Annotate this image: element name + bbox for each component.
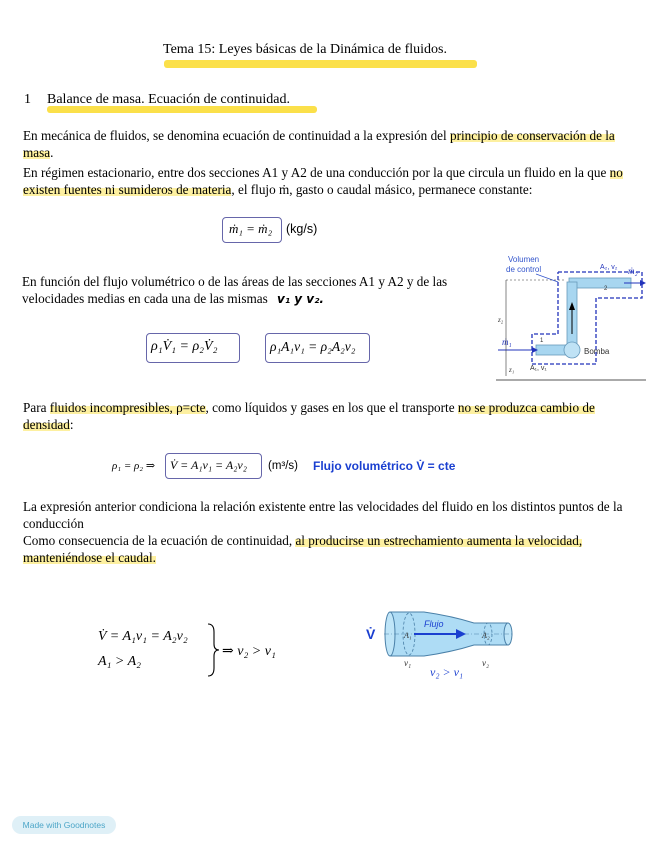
paragraph-incompressible: [23, 399, 618, 433]
section-number: 1: [24, 92, 31, 107]
volumetric-flow-label: Flujo volumétrico V̇ = cte: [313, 459, 456, 473]
diagram1-pump-label: Bomba: [584, 347, 610, 356]
diagram1-n1: 1: [540, 338, 544, 344]
diagram2-v1: v₁: [404, 658, 412, 668]
title-highlight: [164, 60, 477, 68]
diagram1-outlet-label: A₂, v₂: [600, 264, 618, 271]
section-heading: Balance de masa. Ecuación de continuidad.: [47, 92, 290, 107]
diagram2-a2: A₂: [482, 631, 490, 640]
control-volume-diagram: [496, 252, 648, 384]
diagram1-m2: ṁ₂: [628, 266, 638, 276]
volumetric-equation-right: ρ₁A₁v₁ = ρ₂A₂v₂: [270, 339, 356, 354]
final-equation-result: ⇒ v₂ > v₁: [222, 644, 276, 659]
narrowing-pipe-diagram: [362, 606, 532, 682]
p4-end: :: [69, 417, 74, 432]
p4-text: Para: [23, 400, 50, 415]
diagram2-a1: A₁: [404, 631, 412, 640]
p2-end: , el flujo ṁ, gasto o caudal másico, permanece constante:: [231, 182, 533, 197]
paragraph-continuity-definition: [23, 127, 633, 161]
paragraph-velocity-relation: [23, 498, 633, 566]
mass-flow-equation: ṁ₁ = ṁ₂: [229, 221, 273, 236]
p5-highlight: al producirse un estrechamiento aumenta la velocidad, manteniéndose el caudal.: [23, 533, 583, 565]
incompressible-equation: V̇ = A₁v₁ = A₂v₂: [170, 458, 247, 472]
diagram1-n2: 2: [604, 286, 608, 292]
diagram1-z1: z₁: [509, 366, 515, 374]
incompressible-units: (m³/s): [268, 460, 299, 472]
final-equation-line2: A₁ > A₂: [98, 654, 142, 669]
p5-line2: [23, 532, 633, 566]
p1-text: En mecánica de fluidos, se denomina ecuación de continuidad a la expresión del: [23, 128, 450, 143]
brace: [206, 622, 220, 678]
paragraph-steady-state: [23, 164, 635, 198]
volumetric-equation-left: ρ₁V̇₁ = ρ₂V̇₂: [151, 339, 218, 354]
p4-middle: , como líquidos y gases en los que el transporte: [205, 400, 458, 415]
diagram2-flow: Flujo: [424, 619, 444, 629]
p2-highlight: no existen fuentes ni sumideros de materia: [23, 165, 623, 197]
mass-flow-units: (kg/s): [286, 222, 318, 236]
final-equation-line1: V̇ = A₁v₁ = A₂v₂: [98, 629, 188, 644]
diagram1-inlet-label: A₁, v₁: [530, 365, 547, 372]
p1-end: .: [50, 145, 54, 160]
p3-text: En función del flujo volumétrico o de las áreas de las secciones A1 y A2 y de las velocidades medias en cada una de las mismas: [22, 274, 448, 306]
p5-line1: La expresión anterior condiciona la relación existente entre las velocidades del fluido en los distintos puntos de la conducción: [23, 499, 623, 531]
diagram1-m1: ṁ₁: [502, 337, 512, 347]
incompressible-pre: ρ₁ = ρ₂ ⇒: [112, 460, 156, 472]
diagram2-v-dot: V̇: [366, 626, 376, 642]
p4-highlight-1: fluidos incompresibles, ρ=cte: [49, 400, 206, 415]
p2-text: En régimen estacionario, entre dos secciones A1 y A2 de una conducción por la que circula un fluido en la que: [23, 165, 610, 180]
p4-highlight-2: no se produzca cambio de densidad: [23, 400, 595, 432]
goodnotes-badge[interactable]: Made with Goodnotes: [12, 816, 116, 834]
handwritten-velocities: v₁ y v₂.: [277, 292, 324, 306]
diagram2-relation: v₂ > v₁: [430, 665, 464, 679]
p5-text: Como consecuencia de la ecuación de continuidad,: [23, 533, 296, 548]
page-title: Tema 15: Leyes básicas de la Dinámica de fluidos.: [163, 42, 447, 57]
diagram2-v2: v₂: [482, 658, 490, 668]
p1-highlight: principio de conservación de la masa: [23, 128, 615, 160]
diagram1-z2: z₂: [498, 316, 504, 324]
diagram1-volume-label-l2: de control: [506, 265, 542, 274]
diagram1-volume-label-l1: Volumen: [508, 255, 540, 264]
paragraph-volumetric: [22, 273, 484, 308]
